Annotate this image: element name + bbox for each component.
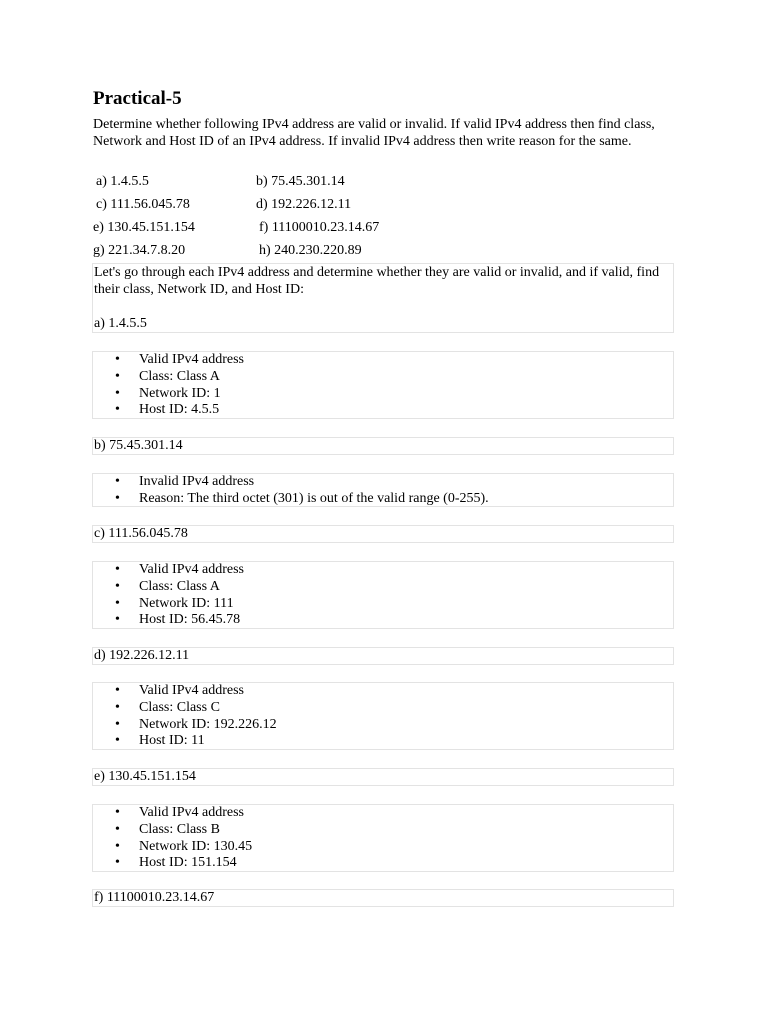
option-d: d) 192.226.12.11 (256, 197, 352, 212)
answer-list-d (92, 682, 674, 750)
option-g: g) 221.34.7.8.20 (93, 243, 186, 258)
list-item: • Class: Class B (93, 822, 673, 839)
answer-label-d: d) 192.226.12.11 (92, 647, 674, 665)
list-item: • Network ID: 192.226.12 (93, 717, 673, 734)
answer-list-b (92, 473, 674, 507)
list-item: • Class: Class C (93, 700, 673, 717)
list-item: • Network ID: 1 (93, 386, 673, 403)
option-f: f) 11100010.23.14.67 (259, 220, 380, 235)
list-item: • Host ID: 151.154 (93, 855, 673, 872)
option-a: a) 1.4.5.5 (96, 174, 149, 189)
list-item: • Invalid IPv4 address (93, 474, 673, 491)
option-b: b) 75.45.301.14 (256, 174, 345, 189)
list-item: • Reason: The third octet (301) is out of the valid range (0-255). (93, 491, 673, 508)
answer-label-f: f) 11100010.23.14.67 (92, 889, 674, 907)
answer-label-c: c) 111.56.045.78 (92, 525, 674, 543)
list-item: • Valid IPv4 address (93, 805, 673, 822)
answer-list-c (92, 561, 674, 629)
list-item: • Valid IPv4 address (93, 683, 673, 700)
list-item: • Host ID: 56.45.78 (93, 612, 673, 629)
list-item: • Valid IPv4 address (93, 562, 673, 579)
list-item: • Network ID: 130.45 (93, 839, 673, 856)
option-e: e) 130.45.151.154 (93, 220, 195, 235)
question-intro: Determine whether following IPv4 address are valid or invalid. If valid IPv4 address then find class, Network and Host ID of an IPv4 address. If invalid IPv4 address then write reason for the same. (93, 117, 655, 149)
page-title: Practical-5 (93, 88, 182, 109)
list-item: • Network ID: 111 (93, 596, 673, 613)
list-item: • Host ID: 11 (93, 733, 673, 750)
list-item: • Class: Class A (93, 579, 673, 596)
answer-label-a: a) 1.4.5.5 (94, 316, 147, 331)
option-h: h) 240.230.220.89 (259, 243, 362, 258)
answer-list-e (92, 804, 674, 872)
list-item: • Class: Class A (93, 369, 673, 386)
answer-label-b: b) 75.45.301.14 (92, 437, 674, 455)
answer-list-a (92, 351, 674, 419)
response-intro-box (92, 263, 674, 333)
option-c: c) 111.56.045.78 (96, 197, 190, 212)
response-intro: Let's go through each IPv4 address and determine whether they are valid or invalid, and if valid, find their class, Network ID, and Host ID: (94, 265, 660, 297)
answer-label-e: e) 130.45.151.154 (92, 768, 674, 786)
list-item: • Host ID: 4.5.5 (93, 402, 673, 419)
list-item: • Valid IPv4 address (93, 352, 673, 369)
